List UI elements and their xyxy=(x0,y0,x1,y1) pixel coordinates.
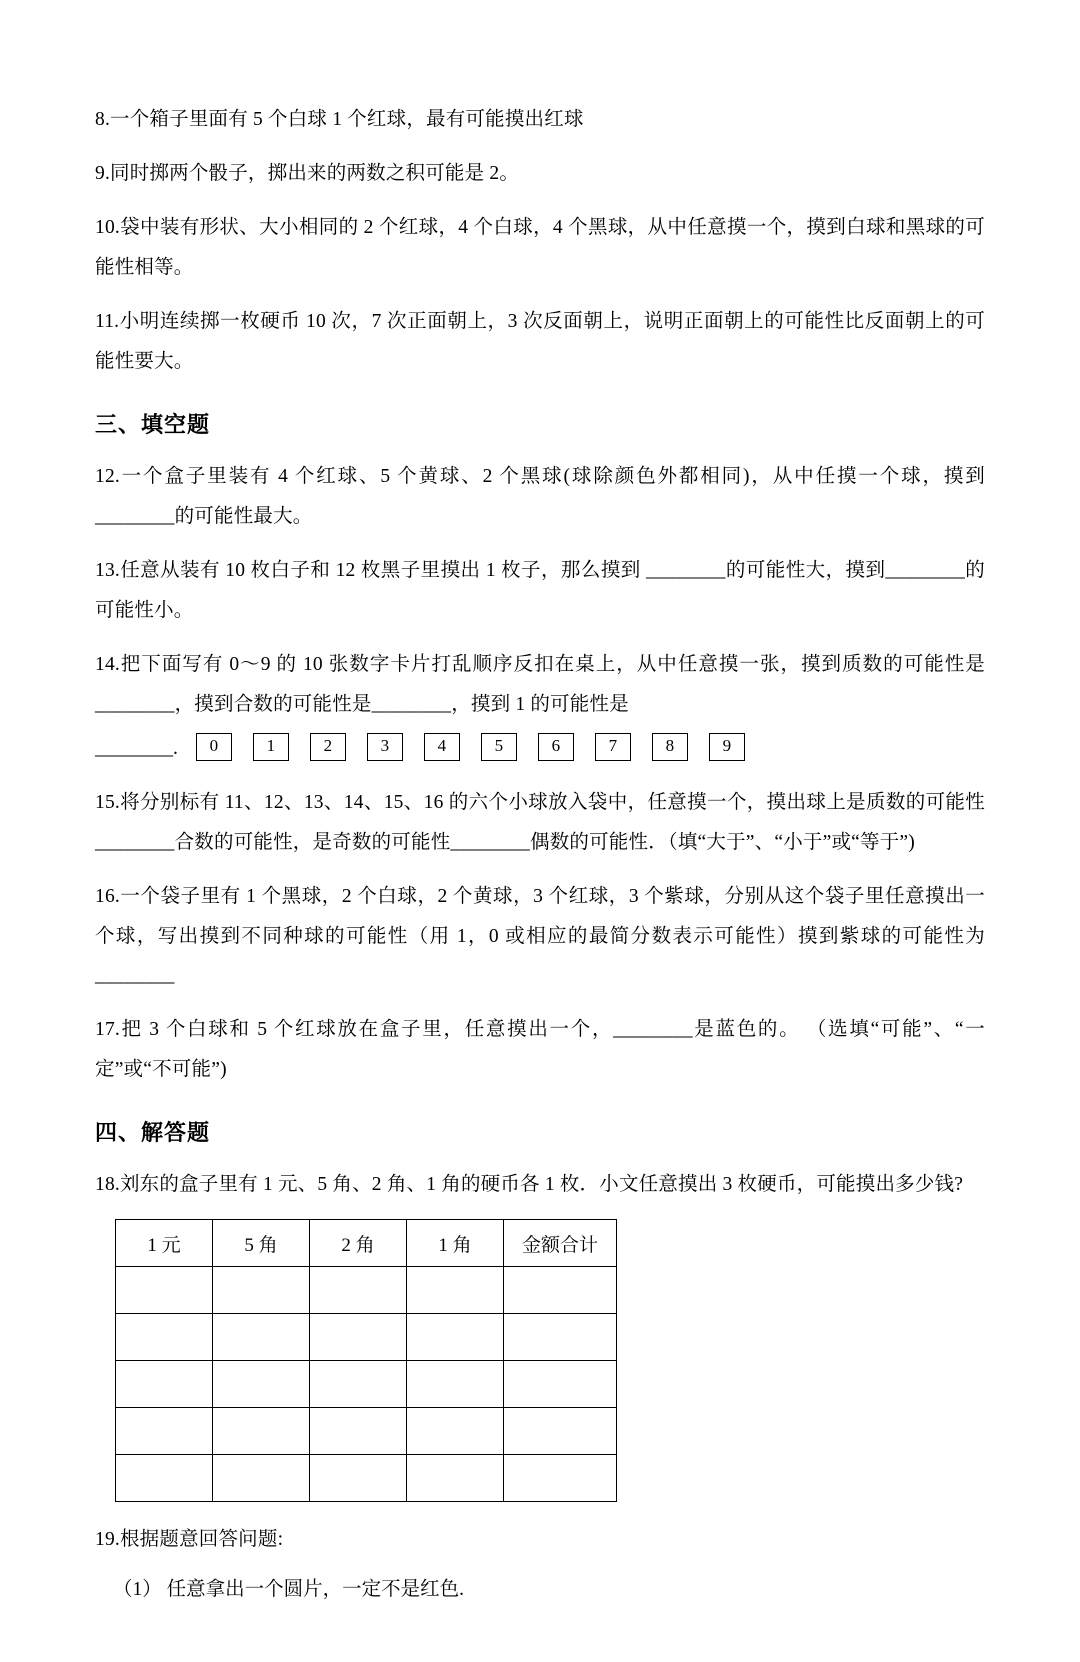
table-cell[interactable] xyxy=(504,1455,617,1502)
table-cell[interactable] xyxy=(504,1408,617,1455)
table-cell[interactable] xyxy=(407,1314,504,1361)
table-cell[interactable] xyxy=(116,1314,213,1361)
table-cell[interactable] xyxy=(213,1314,310,1361)
question-15: 15.将分别标有 11、12、13、14、15、16 的六个小球放入袋中，任意摸一个，摸出球上是质数的可能性________合数的可能性，是奇数的可能性________偶数的可能性．（填“大于”、“小于”或“等于”) xyxy=(95,791,985,853)
table-header-cell: 金额合计 xyxy=(504,1220,617,1267)
question-16: 16.一个袋子里有 1 个黑球，2 个白球，2 个黄球，3 个红球，3 个紫球，分别从这个袋子里任意摸出一个球，写出摸到不同种球的可能性（用 1，0 或相应的最简分数表示可能性）摸到紫球的可能性为________ xyxy=(95,885,985,987)
number-card-strip xyxy=(196,733,745,761)
table-header-cell: 5 角 xyxy=(213,1220,310,1267)
number-card: 6 xyxy=(538,733,574,761)
question-8: 8.一个箱子里面有 5 个白球 1 个红球，最有可能摸出红球 xyxy=(95,109,584,130)
question-11: 11.小明连续掷一枚硬币 10 次，7 次正面朝上，3 次反面朝上，说明正面朝上的可能性比反面朝上的可能性要大。 xyxy=(95,310,985,372)
question-14-cards-row xyxy=(95,729,985,769)
table-cell[interactable] xyxy=(310,1455,407,1502)
table-cell[interactable] xyxy=(504,1314,617,1361)
number-card: 9 xyxy=(709,733,745,761)
number-card: 2 xyxy=(310,733,346,761)
table-row xyxy=(116,1408,617,1455)
question-13: 13.任意从装有 10 枚白子和 12 枚黑子里摸出 1 枚子，那么摸到 ________的可能性大，摸到________的可能性小。 xyxy=(95,559,985,621)
number-card: 8 xyxy=(652,733,688,761)
number-card: 1 xyxy=(253,733,289,761)
number-card: 3 xyxy=(367,733,403,761)
table-header-cell: 1 元 xyxy=(116,1220,213,1267)
table-header-row xyxy=(116,1220,617,1267)
table-cell[interactable] xyxy=(407,1455,504,1502)
question-14: 14.把下面写有 0～9 的 10 张数字卡片打乱顺序反扣在桌上，从中任意摸一张，摸到质数的可能性是________，摸到合数的可能性是________，摸到 1 的可能性是 xyxy=(95,653,985,715)
question-19: 19.根据题意回答问题: xyxy=(95,1529,284,1551)
table-header-cell: 1 角 xyxy=(407,1220,504,1267)
question-19-part-1: （1） 任意拿出一个圆片，一定不是红色. xyxy=(113,1579,465,1601)
number-card: 7 xyxy=(595,733,631,761)
table-row xyxy=(116,1455,617,1502)
table-cell[interactable] xyxy=(504,1361,617,1408)
table-cell[interactable] xyxy=(213,1267,310,1314)
table-cell[interactable] xyxy=(310,1314,407,1361)
number-card: 0 xyxy=(196,733,232,761)
table-cell[interactable] xyxy=(310,1408,407,1455)
table-cell[interactable] xyxy=(504,1267,617,1314)
table-cell[interactable] xyxy=(407,1408,504,1455)
table-cell[interactable] xyxy=(213,1408,310,1455)
number-card: 4 xyxy=(424,733,460,761)
question-18: 18.刘东的盒子里有 1 元、5 角、2 角、1 角的硬币各 1 枚．小文任意摸出 3 枚硬币，可能摸出多少钱? xyxy=(95,1174,964,1196)
table-row xyxy=(116,1361,617,1408)
table-cell[interactable] xyxy=(116,1455,213,1502)
section-heading-fill-in-blanks: 三、填空题 xyxy=(95,411,211,437)
question-17: 17.把 3 个白球和 5 个红球放在盒子里，任意摸出一个，________是蓝色的。 （选填“可能”、“一定”或“不可能”) xyxy=(95,1019,985,1081)
table-cell[interactable] xyxy=(213,1455,310,1502)
number-card: 5 xyxy=(481,733,517,761)
table-row xyxy=(116,1267,617,1314)
question-10: 10.袋中装有形状、大小相同的 2 个红球，4 个白球，4 个黑球，从中任意摸一个，摸到白球和黑球的可能性相等。 xyxy=(95,216,985,278)
table-cell[interactable] xyxy=(116,1361,213,1408)
question-9: 9.同时掷两个骰子，掷出来的两数之积可能是 2。 xyxy=(95,162,520,184)
table-cell[interactable] xyxy=(407,1267,504,1314)
table-cell[interactable] xyxy=(310,1267,407,1314)
table-row xyxy=(116,1314,617,1361)
question-14-trailing-blank: ________. xyxy=(95,737,178,759)
table-header-cell: 2 角 xyxy=(310,1220,407,1267)
question-12: 12.一个盒子里装有 4 个红球、5 个黄球、2 个黑球(球除颜色外都相同)，从中任摸一个球，摸到________的可能性最大。 xyxy=(95,465,985,527)
coin-combination-table xyxy=(115,1219,617,1502)
table-cell[interactable] xyxy=(407,1361,504,1408)
table-cell[interactable] xyxy=(116,1408,213,1455)
table-cell[interactable] xyxy=(213,1361,310,1408)
table-cell[interactable] xyxy=(116,1267,213,1314)
table-cell[interactable] xyxy=(310,1361,407,1408)
section-heading-answer-questions: 四、解答题 xyxy=(95,1120,211,1146)
